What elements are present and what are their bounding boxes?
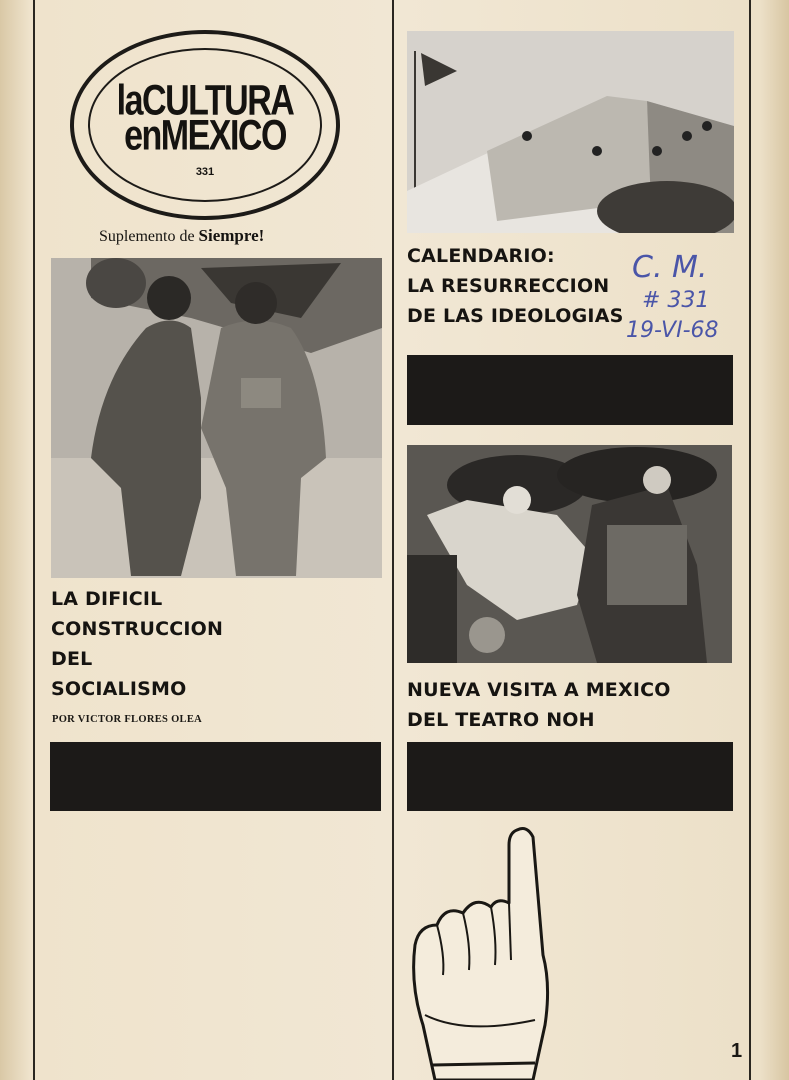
left-article-byline: POR VICTOR FLORES OLEA <box>52 714 203 725</box>
masthead-line-2: enMEXICO <box>124 111 286 160</box>
left-heading-line-1: LA DIFICIL <box>51 588 163 610</box>
left-heading-line-3: DEL <box>51 648 93 670</box>
issue-number: 331 <box>195 166 215 178</box>
right-top-bar <box>407 355 733 425</box>
supplement-prefix: Suplemento de <box>99 228 195 245</box>
left-article-photo <box>51 258 382 578</box>
right-bottom-heading <box>407 675 671 735</box>
right-bottom-heading-line-2: DEL TEATRO NOH <box>407 709 595 731</box>
left-article-bar <box>50 742 381 811</box>
right-top-heading-line-2: LA RESURRECCION <box>407 275 610 297</box>
supplement-name: Siempre! <box>198 226 265 245</box>
right-top-heading-line-3: DE LAS IDEOLOGIAS <box>407 305 624 327</box>
column-rule-center <box>392 0 394 1080</box>
supplement-line <box>99 226 264 246</box>
column-rule-right <box>749 0 751 1080</box>
handwritten-note-line-1: C. M. <box>632 250 708 285</box>
left-article-heading <box>51 584 223 704</box>
right-bottom-heading-line-1: NUEVA VISITA A MEXICO <box>407 679 671 701</box>
right-top-photo <box>407 31 734 233</box>
left-heading-line-4: SOCIALISMO <box>51 678 187 700</box>
masthead-line-1: laCULTURA <box>116 77 294 125</box>
right-top-heading <box>407 241 623 331</box>
left-heading-line-2: CONSTRUCCION <box>51 618 224 640</box>
right-bottom-bar <box>407 742 733 811</box>
handwritten-note-line-2: # 331 <box>642 288 710 313</box>
handwritten-note-line-3: 19-VI-68 <box>626 318 719 343</box>
masthead-logo <box>70 30 340 220</box>
right-top-heading-line-1: CALENDARIO: <box>407 245 555 267</box>
right-middle-photo <box>407 445 732 663</box>
page-number: 1 <box>731 1040 743 1062</box>
column-rule-left <box>33 0 35 1080</box>
pointing-hand-icon <box>405 825 555 1080</box>
